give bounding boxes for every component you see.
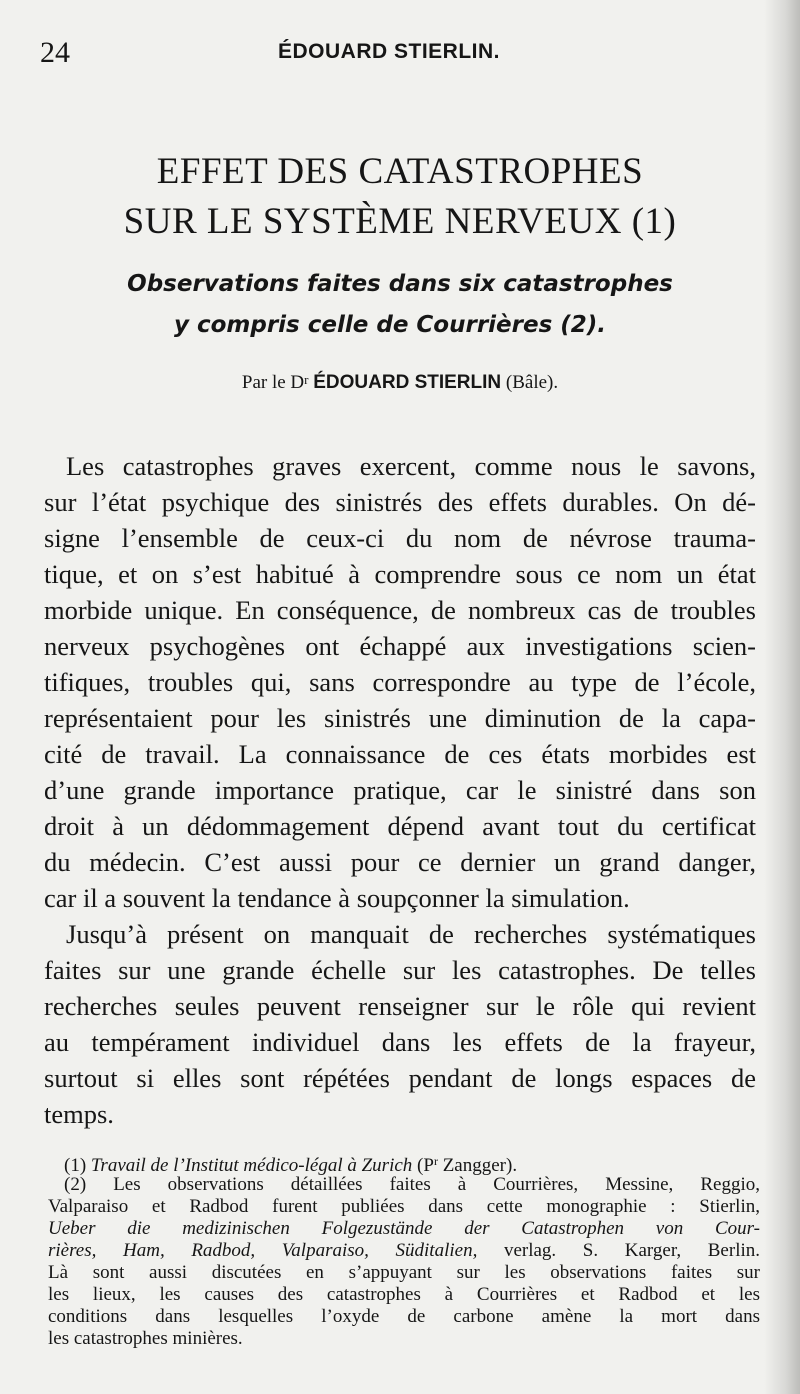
footnote-2-line: [48, 1240, 760, 1262]
body-line: d’une grande importance pratique, car le sinistré dans son: [44, 775, 756, 805]
author-location: (Bâle).: [505, 372, 559, 393]
body-line: sur l’état psychique des sinistrés des effets durables. On dé-: [44, 487, 756, 517]
article-title-line-1: EFFET DES CATASTROPHES: [156, 151, 644, 192]
footnote-1: [48, 1150, 760, 1176]
footnote-2-line: les lieux, les causes des catastrophes à Courrières et Radbod et les: [48, 1284, 760, 1305]
footnote-2-line: les catastrophes minières.: [48, 1328, 243, 1349]
author-name: ÉDOUARD STIERLIN: [313, 372, 502, 393]
page-number: 24: [40, 36, 70, 69]
footnote-1-italic: Travail de l’Institut médico-légal à Zurich: [90, 1155, 413, 1176]
body-line: tifiques, troubles qui, sans correspondre au type de l’école,: [44, 667, 756, 697]
body-line: cité de travail. La connaissance de ces états morbides est: [44, 739, 756, 769]
body-line: surtout si elles sont répétées pendant de longs espaces de: [44, 1063, 756, 1093]
article-title-line-2: SUR LE SYSTÈME NERVEUX (1): [123, 201, 677, 242]
footnote-2-italic: Ueber die medizinischen Folgezustände der Catastrophen von Cour-: [48, 1218, 760, 1239]
body-line: morbide unique. En conséquence, de nombreux cas de troubles: [44, 595, 756, 625]
subtitle-line-1: Observations faites dans six catastrophes: [127, 271, 673, 297]
footnote-1-superscript: r: [433, 1154, 438, 1168]
body-line: temps.: [44, 1099, 114, 1129]
byline-dr-superscript: r: [304, 372, 309, 387]
footnote-1-tail-close: Zangger).: [437, 1155, 518, 1176]
footnote-2-line: (2) Les observations détaillées faites à Courrières, Messine, Reggio,: [64, 1174, 760, 1195]
body-line: droit à un dédommagement dépend avant tout du certificat: [44, 811, 756, 841]
body-line: du médecin. C’est aussi pour ce dernier un grand danger,: [44, 847, 756, 877]
byline-prefix: Par le D: [241, 372, 305, 393]
body-line: Les catastrophes graves exercent, comme nous le savons,: [66, 451, 756, 481]
footnote-2-line: Valparaiso et Radbod furent publiées dans cette monographie : Stierlin,: [48, 1196, 760, 1217]
footnote-2-line: Là sont aussi discutées en s’appuyant sur les observations faites sur: [48, 1262, 760, 1283]
footnote-1-marker: (1): [64, 1155, 87, 1176]
footnote-2-italic: rières, Ham, Radbod, Valparaiso, Süditalien,: [48, 1240, 478, 1261]
running-head: [40, 36, 760, 69]
running-title: ÉDOUARD STIERLIN.: [278, 40, 501, 63]
body-line: Jusqu’à présent on manquait de recherches systématiques: [66, 919, 756, 949]
footnote-2-line: conditions dans lesquelles l’oxyde de carbone amène la mort dans: [48, 1306, 760, 1327]
footnote-2-publisher: verlag. S. Karger, Berlin.: [477, 1240, 760, 1261]
byline: [0, 372, 800, 394]
body-line: tique, et on s’est habitué à comprendre sous ce nom un état: [44, 559, 756, 589]
footnote-1-tail-open: (P: [417, 1155, 434, 1176]
body-line: signe l’ensemble de ceux-ci du nom de névrose trauma-: [44, 523, 756, 553]
body-line: faites sur une grande échelle sur les catastrophes. De telles: [44, 955, 756, 985]
body-line: car il a souvent la tendance à soupçonner la simulation.: [44, 883, 630, 913]
body-line: représentaient pour les sinistrés une diminution de la capa-: [44, 703, 756, 733]
footnote-2-line: [48, 1218, 760, 1240]
body-line: recherches seules peuvent renseigner sur le rôle qui revient: [44, 991, 756, 1021]
body-line: nerveux psychogènes ont échappé aux investigations scien-: [44, 631, 756, 661]
body-line: au tempérament individuel dans les effets de la frayeur,: [44, 1027, 756, 1057]
subtitle-line-2: y compris celle de Courrières (2).: [173, 312, 607, 338]
